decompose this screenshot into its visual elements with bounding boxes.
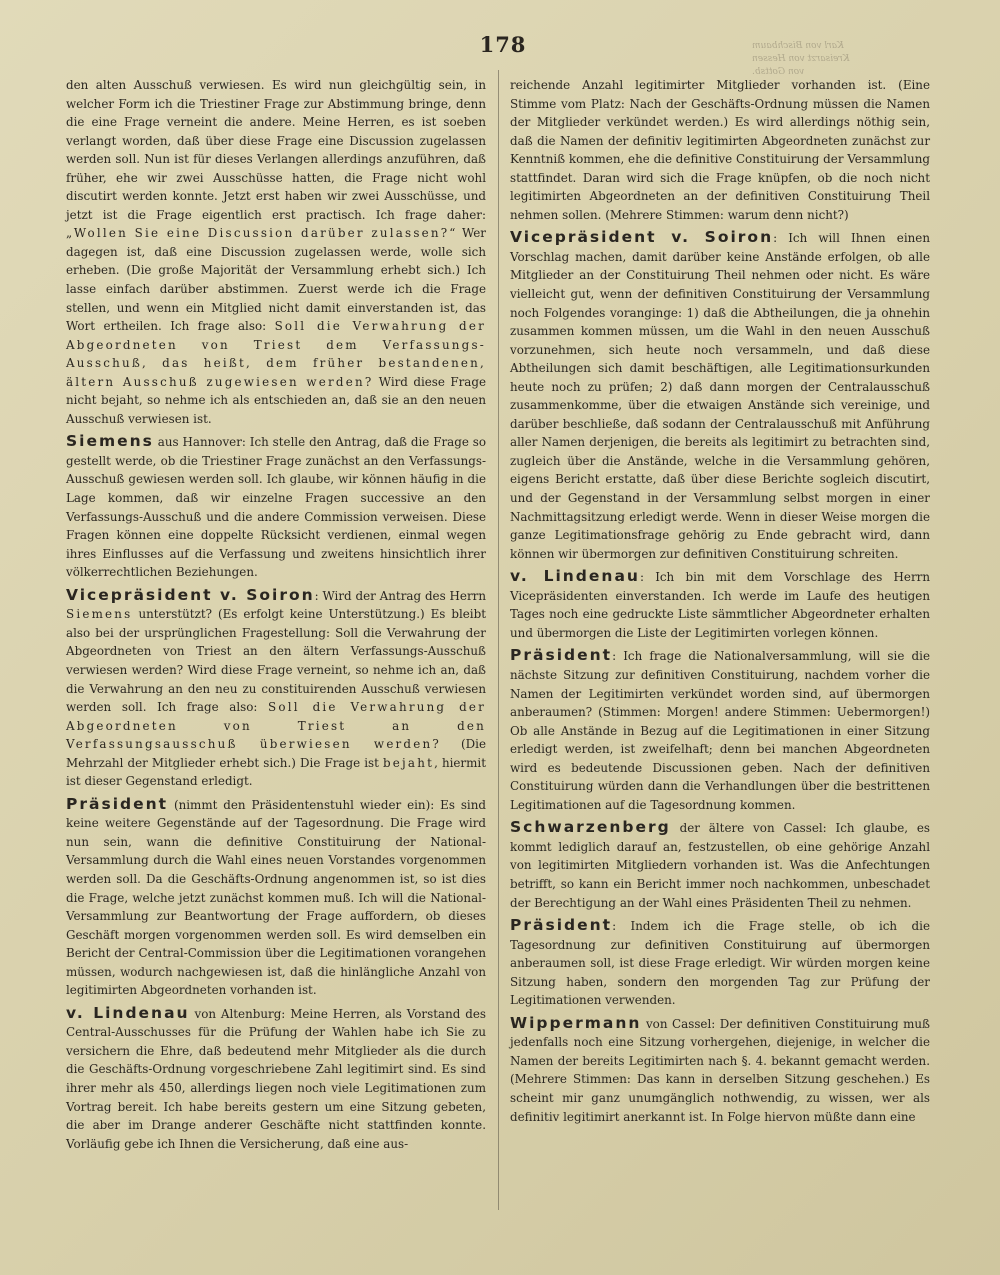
speaker-name: Schwarzenberg xyxy=(510,818,671,837)
paragraph: reichende Anzahl legitimirter Mitglieder vorhanden ist. (Eine Stimme vom Platz: Nach der Geschäfts-Ordnung müssen die Namen der Mitglieder verkündet werden.) Es wird allerdings nöthig sein, daß die Namen der definitiv legitimirten Abgeordneten zunächst zur Kenntniß kommen, ehe die definitive Constituirung der Versammlung stattfindet. Daran wird sich die Frage knüpfen, ob die noch nicht legitimirten Abgeordneten an der definitiven Constituirung Theil nehmen sollen. (Mehrere Stimmen: warum denn nicht?) xyxy=(510,78,930,222)
speaker-name: Präsident xyxy=(510,646,613,665)
page-number: 178 xyxy=(479,32,527,57)
speaker-name: Vicepräsident v. Soiron xyxy=(510,228,774,247)
speaker-name: Wippermann xyxy=(510,1013,642,1032)
speaker-name: Präsident xyxy=(66,794,169,813)
column-divider xyxy=(498,70,499,1210)
right-column xyxy=(510,76,930,1126)
speech: Präsident: Indem ich die Frage stelle, ob ich die Tagesordnung zur definitiven Constituirung auf übermorgen anberaumen soll, ist diese Frage erledigt. Wir würden morgen keine Sitzung haben, sondern den morgenden Tag zur Prüfung der Legitimationen verwenden. xyxy=(510,916,930,1008)
bleed-through-text: Karl von Bischbaum Kreisarzt von Hessen von Gottsb. xyxy=(752,41,850,77)
speaker-name: v. Lindenau xyxy=(510,567,640,586)
speaker-name: Siemens xyxy=(66,432,154,451)
speech: Präsident: Ich frage die Nationalversammlung, will sie die nächste Sitzung zur definitiven Constituirung, nachdem vorher die Namen der Legitimirten verkündet worden sind, auf übermorgen anberaumen? (Stimmen: Morgen! andere Stimmen: Uebermorgen!) Ob alle Anstände in Bezug auf die Legitimationen in einer Sitzung erledigt werden, ist zweifelhaft; denn bei manchen Abgeordneten wird es bedeutende Discussionen geben. Nach der definitiven Constituirung würden dann die Verhandlungen über die bestrittenen Legitimationen auf die Tagesordnung kommen. xyxy=(510,646,930,812)
speaker-name: Präsident xyxy=(510,916,613,935)
speech: Siemens aus Hannover: Ich stelle den Antrag, daß die Frage so gestellt werde, ob die Triestiner Frage zunächst an den Verfassungs-Ausschuß gewiesen werden soll. Ich glaube, wir können häufig in die Lage kommen, daß wir einzelne Fragen successive an den Verfassungs-Ausschuß und die andere Commission verweisen. Diese Fragen können eine doppelte Rücksicht verdienen, einmal wegen ihres Einflusses auf die Verfassung und zweitens hinsichtlich ihrer völkerrechtlichen Beziehungen. xyxy=(66,432,486,580)
left-column xyxy=(66,76,486,1153)
paragraph: den alten Ausschuß verwiesen. Es wird nun gleichgültig sein, in welcher Form ich die Triestiner Frage zur Abstimmung bringe, denn die eine Frage verneint die andere. Meine Herren, es ist soeben verlangt worden, daß über diese Frage eine Discussion zugelassen werden soll. Nun ist für dieses Verlangen allerdings anzuführen, daß früher, ehe wir zwei Ausschüsse hatten, die Frage nicht wohl discutirt werden konnte. Jetzt erst haben wir zwei Ausschüsse, und jetzt ist die Frage eigentlich erst practisch. Ich frage daher: „Wollen Sie eine Discussion darüber zulassen?“ Wer dagegen ist, daß eine Discussion zugelassen werde, wolle sich erheben. (Die große Majorität der Versammlung erhebt sich.) Ich lasse einfach darüber abstimmen. Zuerst werde ich die Frage stellen, und wenn ein Mitglied nicht damit einverstanden ist, das Wort ertheilen. Ich frage also: Soll die Verwahrung der Abgeordneten von Triest dem Verfassungs-Ausschuß, das heißt, dem früher bestandenen, ältern Ausschuß zugewiesen werden? Wird diese Frage nicht bejaht, so nehme ich als entschieden an, daß sie an den neuen Ausschuß verwiesen ist. xyxy=(66,78,486,426)
speech: Präsident (nimmt den Präsidentenstuhl wieder ein): Es sind keine weitere Gegenstände auf der Tagesordnung. Die Frage wird nun sein, wann die definitive Constituirung der National-Versammlung durch die Wahl eines neuen Vorstandes vorgenommen werden soll. Da die Geschäfts-Ordnung angenommen ist, so ist dies die Frage, welche jetzt zunächst kommen muß. Ich will die National-Versammlung zur Beantwortung der Frage auffordern, ob dieses Geschäft morgen vorgenommen werden soll. Es wird demselben ein Bericht der Central-Commission über die Legitimationen vorangehen müssen, wodurch nachgewiesen ist, daß die hinlängliche Anzahl von legitimirten Abgeordneten vorhanden ist. xyxy=(66,794,486,998)
speech: v. Lindenau von Altenburg: Meine Herren, als Vorstand des Central-Ausschusses für die Prüfung der Wahlen habe ich Sie zu versichern die Ehre, daß bedeutend mehr Mitglieder als die durch die Geschäfts-Ordnung vorgeschriebene Zahl legitimirt sind. Es sind ihrer mehr als 450, allerdings liegen noch viele Legitimationen zum Vortrag bereit. Ich habe bereits gestern um eine Sitzung gebeten, die aber im Drange anderer Geschäfte nicht stattfinden konnte. Vorläufig gebe ich Ihnen die Versicherung, daß eine aus- xyxy=(66,1003,486,1151)
speech: Vicepräsident v. Soiron: Wird der Antrag des Herrn Siemens unterstützt? (Es erfolgt keine Unterstützung.) Es bleibt also bei der ursprünglichen Fragestellung: Soll die Verwahrung der Abgeordneten von Triest an den ältern Verfassungs-Ausschuß verwiesen werden? Wird diese Frage verneint, so nehme ich an, daß die Verwahrung an den neu zu constituirenden Ausschuß verwiesen werden soll. Ich frage also: Soll die Verwahrung der Abgeordneten von Triest an den Verfassungsausschuß überwiesen werden? (Die Mehrzahl der Mitglieder erhebt sich.) Die Frage ist bejaht, hiermit ist dieser Gegenstand erledigt. xyxy=(66,585,487,789)
speaker-name: v. Lindenau xyxy=(66,1003,190,1022)
speech: Wippermann von Cassel: Der definitiven Constituirung muß jedenfalls noch eine Sitzung vorhergehen, diejenige, in welcher die Namen der bereits Legitimirten nach §. 4. bekannt gemacht werden. (Mehrere Stimmen: Das kann in derselben Sitzung geschehen.) Es scheint mir ganz unumgänglich nothwendig, zu wissen, wer als definitiv legitimirt anerkannt ist. In Folge hiervon müßte dann eine xyxy=(510,1013,930,1124)
speaker-name: Vicepräsident v. Soiron xyxy=(66,585,315,604)
speech: v. Lindenau: Ich bin mit dem Vorschlage des Herrn Vicepräsidenten einverstanden. Ich werde im Laufe des heutigen Tages noch eine gedruckte Liste sämmtlicher Abgeordneter erhalten und übermorgen die Liste der Legitimirten vorlegen können. xyxy=(510,567,930,640)
speech: Vicepräsident v. Soiron: Ich will Ihnen einen Vorschlag machen, damit darüber keine Anstände erfolgen, ob alle Mitglieder an der Constituirung Theil nehmen oder nicht. Es wäre vielleicht gut, wenn der definitiven Constituirung der Versammlung noch Folgendes voranginge: 1) daß die Abtheilungen, die ja ohnehin zusammen kommen müssen, um die Wahl in den neuen Ausschuß vorzunehmen, sich heute noch versammeln, und daß diese Abtheilungen sich damit beschäftigen, alle Legitimationsurkunden heute noch zu prüfen; 2) daß dann morgen der Centralausschuß zusammenkomme, über die etwaigen Anstände sich vereinige, und darüber beschließe, daß sodann der Centralausschuß mit Anführung aller Namen derjenigen, die bereits als legitimirt zu betrachten sind, zugleich über die Anstände, welche in die Versammlung gehören, eigens Bericht erstatte, daß über diese Berichte sogleich discutirt, und der Gegenstand in der Versammlung selbst morgen in einer Nachmittagsitzung erledigt werde. Wenn in dieser Weise morgen die ganze Legitimationsfrage gehörig zu Ende gebracht wird, dann können wir übermorgen zur definitiven Constituirung schreiten. xyxy=(510,228,930,561)
speech: Schwarzenberg der ältere von Cassel: Ich glaube, es kommt lediglich darauf an, festzustellen, ob eine gehörige Anzahl von legitimirten Mitgliedern vorhanden ist. Was die Anfechtungen betrifft, so kann ein Bericht immer noch nachkommen, unbeschadet der Berechtigung an der Wahl eines Präsidenten Theil zu nehmen. xyxy=(510,818,930,910)
